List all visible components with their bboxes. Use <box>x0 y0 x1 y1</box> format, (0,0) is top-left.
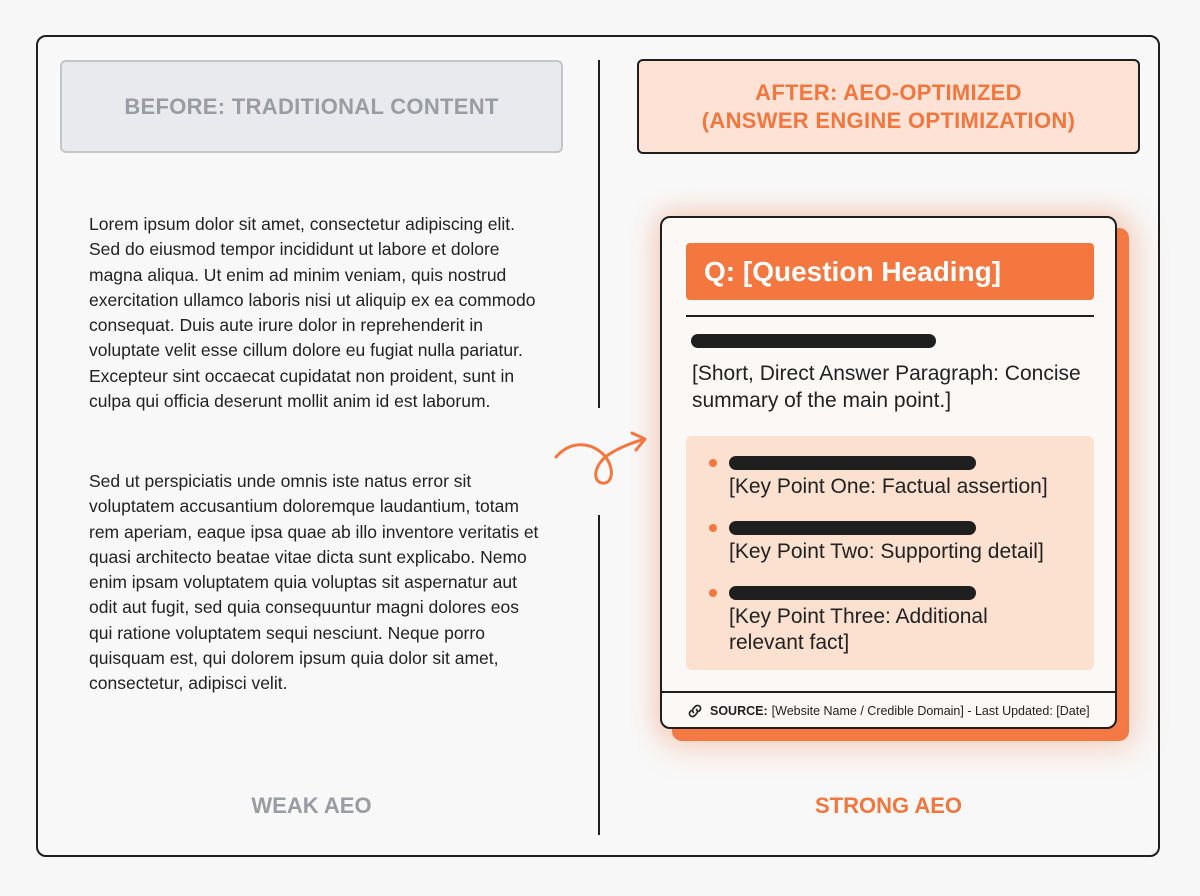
link-icon <box>686 702 704 720</box>
redacted-key-point-3 <box>729 586 976 600</box>
weak-aeo-label: WEAK AEO <box>251 793 372 818</box>
curly-arrow-icon <box>552 425 652 495</box>
question-heading-bar <box>686 243 1094 300</box>
source-rule <box>662 691 1117 693</box>
center-divider-bottom <box>598 515 600 835</box>
direct-answer-paragraph: [Short, Direct Answer Paragraph: Concise summary of the main point.] <box>692 362 1081 412</box>
before-header <box>60 60 563 153</box>
redacted-key-point-2 <box>729 521 976 535</box>
source-label: SOURCE: <box>710 704 768 718</box>
redacted-key-point-1 <box>729 456 976 470</box>
heading-rule <box>686 315 1094 317</box>
key-point-3: [Key Point Three: Additional relevant fact] <box>729 605 988 654</box>
center-divider-top <box>598 60 600 408</box>
before-paragraph-2: Sed ut perspiciatis unde omnis iste natus error sit voluptatem accusantium doloremque laudantium, totam rem aperiam, eaque ipsa quae ab illo inventore veritatis et quasi architecto beatae vitae dicta sunt explicabo. Nemo enim ipsam voluptatem quia voluptas sit aspernatur aut odit aut fugit, sed quia consequuntur magni dolores eos qui ratione voluptatem sequi nesciunt. Neque porro quisquam est, qui dolorem ipsum quia dolor sit amet, consectetur, adipisci velit. <box>89 471 539 694</box>
strong-aeo-label: STRONG AEO <box>814 793 963 818</box>
before-title: BEFORE: TRADITIONAL CONTENT <box>124 93 499 119</box>
before-paragraph-1: Lorem ipsum dolor sit amet, consectetur adipiscing elit. Sed do eiusmod tempor incididunt ut labore et dolore magna aliqua. Ut enim ad minim veniam, quis nostrud exercitation ullamco laboris nisi ut aliquip ex ea commodo consequat. Duis aute irure dolor in reprehenderit in voluptate velit esse cillum dolore eu fugiat nulla pariatur. Excepteur sint occaecat cupidatat non proident, sunt in culpa qui officia deserunt mollit anim id est laborum. <box>89 214 536 412</box>
source-text: [Website Name / Credible Domain] - Last Updated: [Date] <box>771 704 1090 718</box>
bullet-dot-1 <box>709 459 717 467</box>
source-row <box>686 698 1090 724</box>
redacted-answer-line <box>691 334 936 348</box>
question-heading: Q: [Question Heading] <box>704 255 1002 287</box>
after-title-line1: AFTER: AEO-OPTIMIZED <box>755 79 1022 105</box>
key-point-1: [Key Point One: Factual assertion] <box>729 475 1048 498</box>
bullet-dot-3 <box>709 589 717 597</box>
key-point-2: [Key Point Two: Supporting detail] <box>729 540 1044 563</box>
key-points-panel <box>686 436 1094 670</box>
bullet-dot-2 <box>709 524 717 532</box>
aeo-content-card <box>660 216 1117 729</box>
after-title-line2: (ANSWER ENGINE OPTIMIZATION) <box>701 107 1076 133</box>
after-header <box>637 59 1140 154</box>
